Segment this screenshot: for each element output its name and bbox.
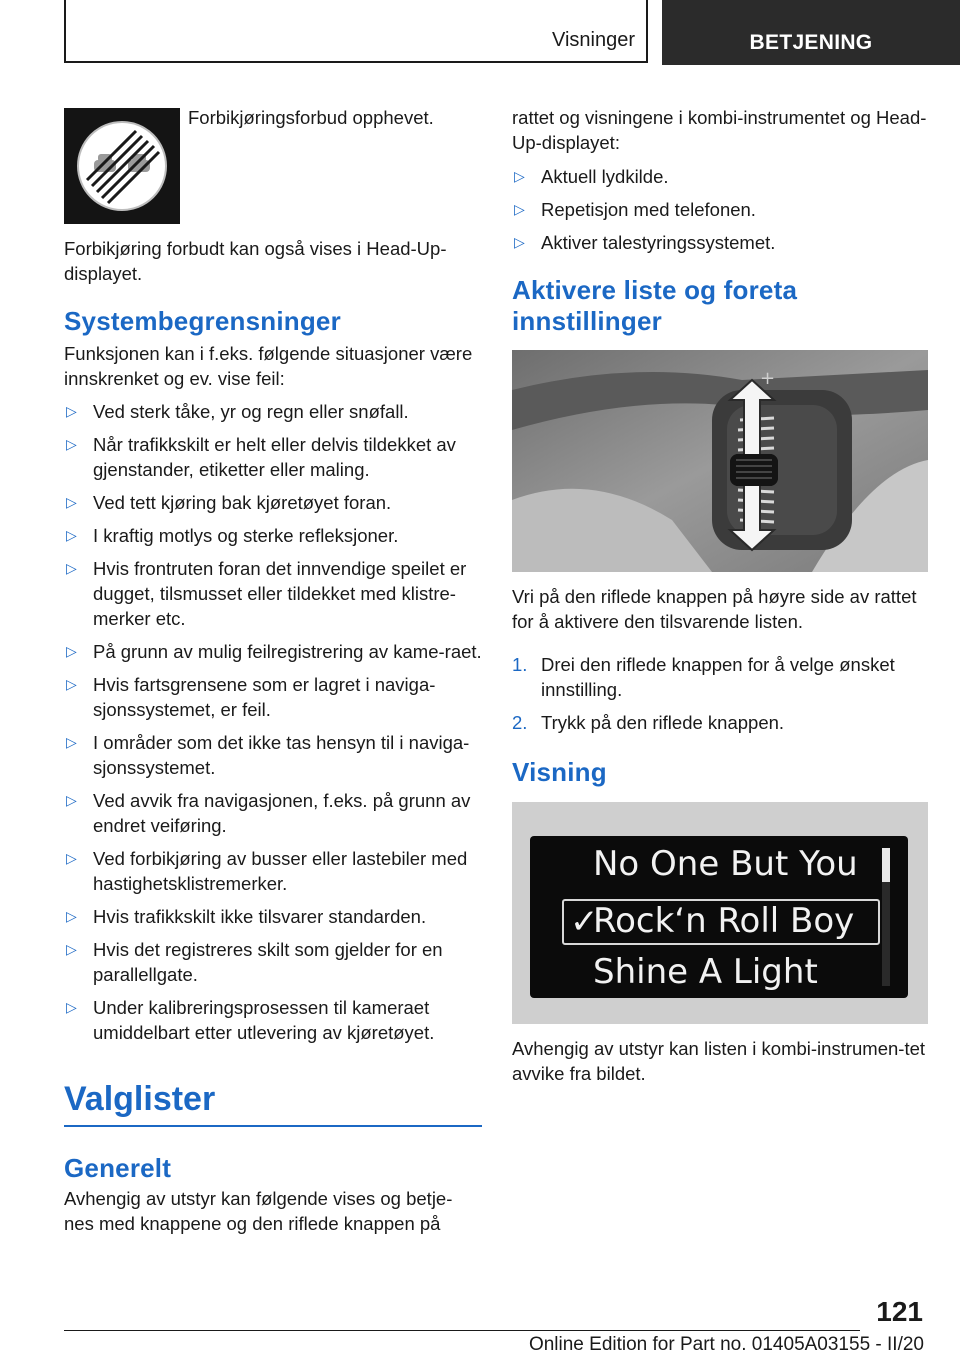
list-item: ▷ Ved sterk tåke, yr og regn eller snøfall. bbox=[66, 401, 409, 422]
limits-list bbox=[64, 399, 482, 1045]
hud-intro-text: Forbikjøring forbudt kan også vises i Head-Up-displayet. bbox=[64, 238, 447, 284]
bullet-icon: ▷ bbox=[66, 676, 77, 692]
display-scroll-thumb bbox=[882, 848, 890, 882]
bullet-icon: ▷ bbox=[66, 850, 77, 866]
page-number: 121 bbox=[876, 1296, 923, 1327]
steering-wheel-knurled-button-icon bbox=[512, 350, 928, 572]
limits-heading: Systembegrensninger bbox=[64, 306, 341, 336]
list-item: ▷ Når trafikkskilt er helt eller delvis tildekket av gjenstander, etiketter eller maling. bbox=[66, 434, 456, 480]
display-items-list bbox=[512, 164, 930, 255]
bullet-icon: ▷ bbox=[66, 403, 77, 419]
list-item: ▷ Hvis frontruten foran det innvendige speilet er dugget, tilsmusset eller tildekket med klistre-merker etc. bbox=[66, 558, 467, 629]
view-text: Avhengig av utstyr kan listen i kombi-instrumen-tet avvike fra bildet. bbox=[512, 1038, 926, 1084]
sign-row bbox=[64, 100, 482, 224]
footer-divider bbox=[64, 1330, 860, 1331]
step-number: 2. bbox=[512, 712, 528, 733]
general-text: Avhengig av utstyr kan følgende vises og betje-nes med knappene og den riflede knappen på bbox=[64, 1188, 453, 1234]
list-item: ▷ Repetisjon med telefonen. bbox=[514, 199, 756, 220]
list-item: ▷ Ved forbikjøring av busser eller lastebiler med hastighetsklistremerker. bbox=[66, 848, 468, 894]
track-item: Shine A Light bbox=[593, 952, 818, 992]
list-item: 1. Drei den riflede knappen for å velge ønsket innstilling. bbox=[512, 654, 895, 700]
step-number: 1. bbox=[512, 654, 528, 675]
bullet-icon: ▷ bbox=[66, 494, 77, 510]
list-item: ▷ Hvis trafikkskilt ikke tilsvarer standarden. bbox=[66, 906, 427, 927]
activate-text: Vri på den riflede knappen på høyre side av rattet for å aktivere den tilsvarende listen. bbox=[512, 586, 917, 632]
steering-wheel-image bbox=[512, 350, 930, 572]
header-chapter-label: BETJENING bbox=[749, 31, 873, 54]
check-icon: ✓ bbox=[570, 902, 599, 942]
list-item: ▷ I områder som det ikke tas hensyn til i naviga-sjonssystemet. bbox=[66, 732, 470, 778]
bullet-icon: ▷ bbox=[66, 560, 77, 576]
list-item: ▷ Under kalibreringsprosessen til kameraet umiddelbart etter utlevering av kjøretøyet. bbox=[66, 997, 435, 1043]
header-section-title: Visninger bbox=[551, 29, 635, 51]
footer-edition: Online Edition for Part no. 01405A03155 - II/20 bbox=[528, 1334, 924, 1355]
activate-heading: Aktivere liste og foreta innstillinger bbox=[512, 275, 798, 336]
bullet-icon: ▷ bbox=[66, 734, 77, 750]
limits-intro-text: Funksjonen kan i f.eks. følgende situasjoner være innskrenket og ev. vise feil: bbox=[64, 343, 473, 389]
end-of-no-overtaking-sign-image bbox=[64, 108, 180, 224]
list-item: ▷ I kraftig motlys og sterke refleksjoner. bbox=[66, 525, 399, 546]
svg-text:+: + bbox=[760, 368, 776, 389]
list-item: ▷ Hvis det registreres skilt som gjelder for en parallellgate. bbox=[66, 939, 443, 985]
bullet-icon: ▷ bbox=[66, 436, 77, 452]
list-item: ▷ Ved tett kjøring bak kjøretøyet foran. bbox=[66, 492, 392, 513]
view-heading: Visning bbox=[512, 757, 607, 787]
bullet-icon: ▷ bbox=[66, 999, 77, 1015]
left-column bbox=[64, 100, 482, 1236]
list-item: ▷ Ved avvik fra navigasjonen, f.eks. på grunn av endret veiføring. bbox=[66, 790, 471, 836]
bullet-icon: ▷ bbox=[514, 168, 525, 184]
list-item: 2. Trykk på den riflede knappen. bbox=[512, 712, 785, 733]
continued-text: rattet og visningene i kombi-instrumentet og Head-Up-displayet: bbox=[512, 107, 927, 153]
list-item: ▷ Aktiver talestyringssystemet. bbox=[514, 232, 776, 253]
sign-caption: Forbikjøringsforbud opphevet. bbox=[188, 107, 434, 128]
list-item: ▷ Aktuell lydkilde. bbox=[514, 166, 669, 187]
bullet-icon: ▷ bbox=[66, 908, 77, 924]
track-item-selected: Rock‘n Roll Boy bbox=[593, 901, 855, 941]
bullet-icon: ▷ bbox=[66, 527, 77, 543]
display-screen bbox=[530, 836, 908, 998]
display-scrollbar bbox=[882, 848, 890, 986]
bullet-icon: ▷ bbox=[66, 643, 77, 659]
bullet-icon: ▷ bbox=[66, 792, 77, 808]
header-chapter-tab bbox=[662, 0, 960, 65]
bullet-icon: ▷ bbox=[514, 234, 525, 250]
track-item: No One But You bbox=[593, 844, 858, 884]
chapter-heading: Valglister bbox=[64, 1079, 482, 1127]
bullet-icon: ▷ bbox=[66, 941, 77, 957]
list-item: ▷ På grunn av mulig feilregistrering av kame-raet. bbox=[66, 641, 482, 662]
general-heading: Generelt bbox=[64, 1153, 172, 1183]
right-column bbox=[512, 100, 930, 1086]
bullet-icon: ▷ bbox=[514, 201, 525, 217]
instrument-display-image bbox=[512, 802, 928, 1024]
list-item: ▷ Hvis fartsgrensene som er lagret i naviga-sjonssystemet, er feil. bbox=[66, 674, 436, 720]
end-of-no-overtaking-sign-icon bbox=[72, 116, 172, 216]
steps-list bbox=[512, 652, 930, 735]
